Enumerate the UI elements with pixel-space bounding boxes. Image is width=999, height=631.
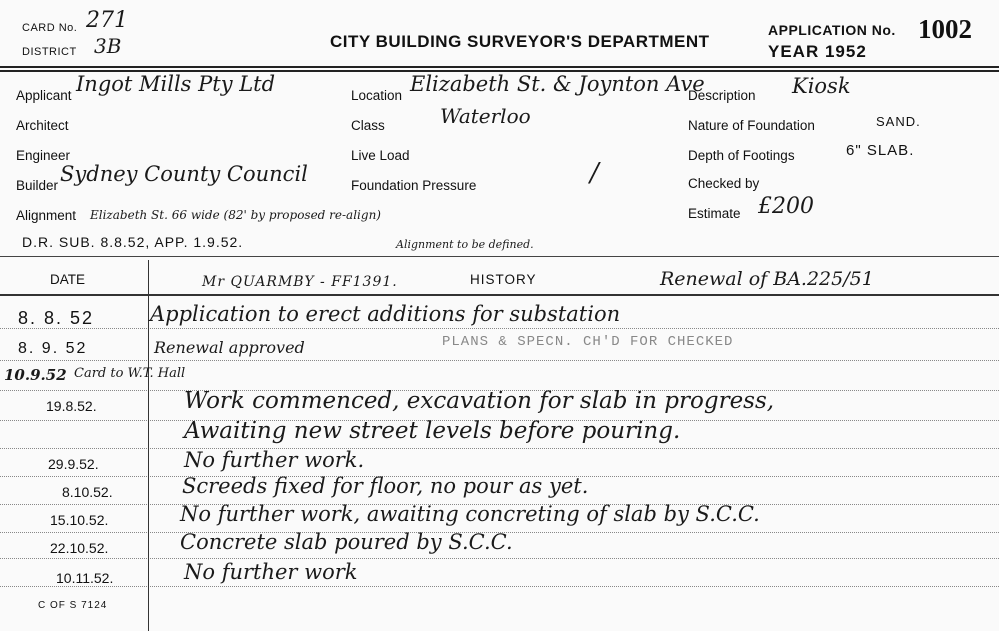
nature-of-foundation-value: SAND. <box>876 114 921 129</box>
engineer-label: Engineer <box>16 148 71 163</box>
live-load-label: Live Load <box>351 148 410 163</box>
application-no-label: APPLICATION No. <box>768 22 896 38</box>
entry-date: 8.10.52. <box>62 484 113 500</box>
header-rule-top <box>0 66 999 68</box>
entry-date: 19.8.52. <box>46 398 97 414</box>
description-value: Kiosk <box>792 74 851 98</box>
entry-text: Work commenced, excavation for slab in progress, <box>184 388 775 414</box>
entry-date: 22.10.52. <box>50 540 109 556</box>
card-no-value: 271 <box>86 8 128 33</box>
estimate-label: Estimate <box>688 206 741 221</box>
district-value: 3B <box>94 34 122 58</box>
department-title: CITY BUILDING SURVEYOR'S DEPARTMENT <box>330 32 710 51</box>
renewal-note: Renewal of BA.225/51 <box>660 268 874 290</box>
estimate-value: £200 <box>758 194 814 219</box>
entry-text: Concrete slab poured by S.C.C. <box>180 530 513 554</box>
card-no-label: CARD No. <box>22 22 78 34</box>
form-code: C OF S 7124 <box>38 600 108 611</box>
depth-of-footings-label: Depth of Footings <box>688 148 795 163</box>
location-value: Elizabeth St. & Joynton Ave <box>410 72 705 96</box>
entry-text: Awaiting new street levels before pouring. <box>184 418 681 444</box>
dr-sub-note: D.R. SUB. 8.8.52, APP. 1.9.52. <box>22 234 244 250</box>
ref-note: Mr QUARMBY - FF1391. <box>202 274 398 290</box>
builder-label: Builder <box>16 178 59 193</box>
entry-date: 15.10.52. <box>50 512 109 528</box>
class-value: Waterloo <box>440 104 531 128</box>
nature-of-foundation-label: Nature of Foundation <box>688 118 815 133</box>
applicant-label: Applicant <box>16 88 72 103</box>
history-header-rule <box>0 294 999 296</box>
entry-text: Screeds fixed for floor, no pour as yet. <box>182 474 589 498</box>
alignment-value: Elizabeth St. 66 wide (82' by proposed re-align) <box>90 208 381 222</box>
depth-of-footings-value: 6" SLAB. <box>846 142 915 159</box>
ruled-line <box>0 360 999 361</box>
alignment-note: Alignment to be defined. <box>396 238 534 251</box>
foundation-pressure-value: / <box>590 158 599 188</box>
date-header: DATE <box>50 272 86 287</box>
entry-date: 8. 8. 52 <box>18 308 95 328</box>
location-label: Location <box>351 88 403 103</box>
entry-text: Renewal approved <box>154 338 305 357</box>
district-label: DISTRICT <box>22 46 77 58</box>
fields-rule <box>0 256 999 257</box>
plans-stamp: PLANS & SPECN. CH'D FOR CHECKED <box>442 334 734 350</box>
foundation-pressure-label: Foundation Pressure <box>351 178 477 193</box>
checked-by-label: Checked by <box>688 176 760 191</box>
entry-date: 10.9.52 <box>4 366 67 384</box>
entry-text: No further work. <box>184 448 365 472</box>
entry-text: Application to erect additions for substation <box>150 302 621 326</box>
architect-label: Architect <box>16 118 69 133</box>
ruled-line <box>0 558 999 559</box>
application-no-value: 1002 <box>918 14 972 44</box>
entry-date: 10.11.52. <box>56 570 114 586</box>
entry-date: 8. 9. 52 <box>18 340 88 357</box>
ruled-line <box>0 448 999 449</box>
alignment-label: Alignment <box>16 208 77 223</box>
entry-text: No further work <box>184 560 358 584</box>
entry-text: Card to W.T. Hall <box>74 366 186 381</box>
ruled-line <box>0 328 999 329</box>
ruled-line <box>0 586 999 587</box>
entry-date: 29.9.52. <box>48 456 99 472</box>
class-label: Class <box>351 118 385 133</box>
builder-value: Sydney County Council <box>60 162 308 186</box>
entry-text: No further work, awaiting concreting of slab by S.C.C. <box>180 502 760 526</box>
date-column-divider <box>148 260 149 631</box>
history-header: HISTORY <box>470 272 537 287</box>
year-label: YEAR 1952 <box>768 42 867 61</box>
description-label: Description <box>688 88 756 103</box>
applicant-value: Ingot Mills Pty Ltd <box>76 72 276 96</box>
